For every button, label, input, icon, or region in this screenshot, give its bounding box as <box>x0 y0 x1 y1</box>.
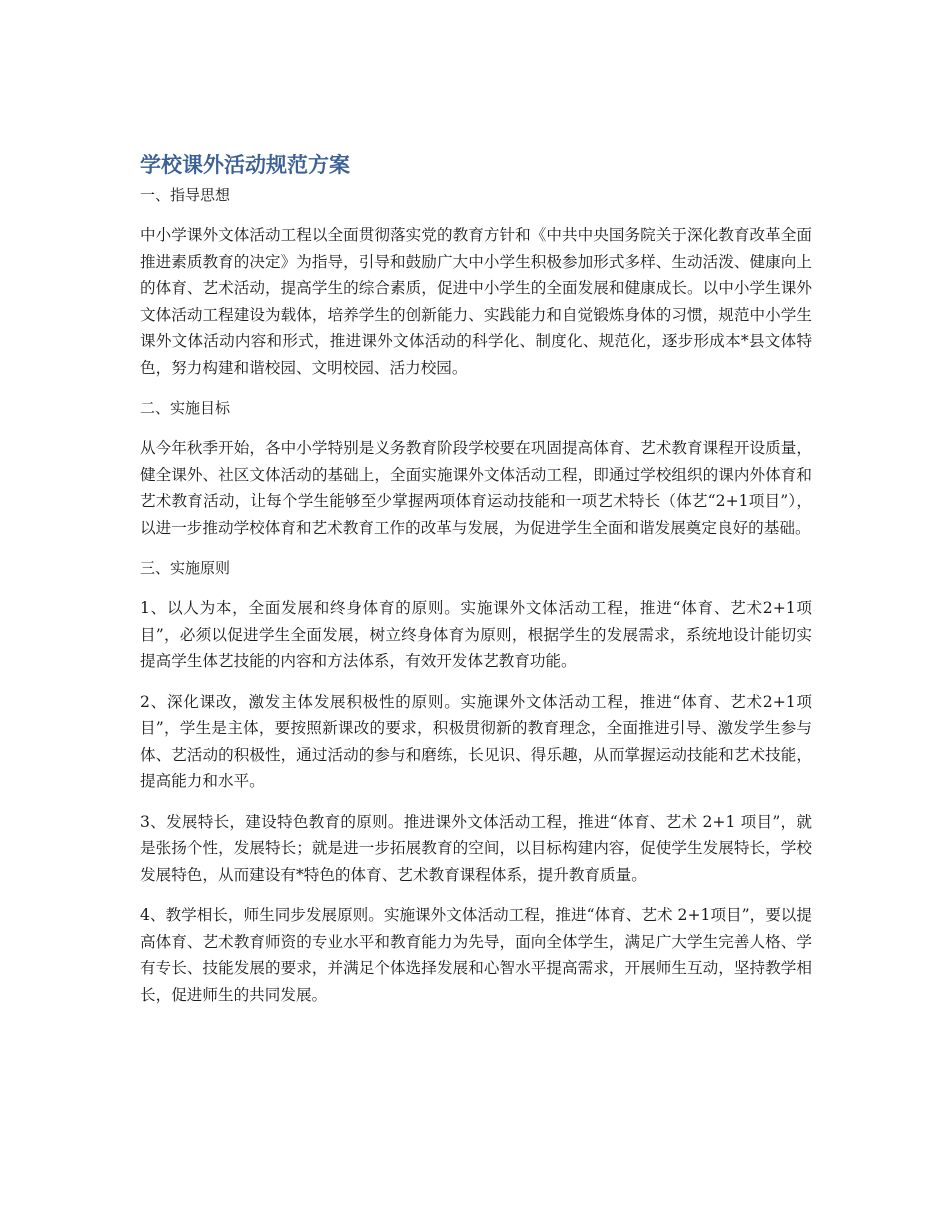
paragraph-goals: 从今年秋季开始，各中小学特别是义务教育阶段学校要在巩固提高体育、艺术教育课程开设质量，健全课外、社区文体活动的基础上，全面实施课外文体活动工程，即通过学校组织的课内外体育和艺术教育活动，让每个学生能够至少掌握两项体育运动技能和一项艺术特长（体艺“2+1项目”），以进一步推动学校体育和艺术教育工作的改革与发展，为促进学生全面和谐发展奠定良好的基础。 <box>140 439 812 537</box>
paragraph-principle-3: 3、发展特长，建设特色教育的原则。推进课外文体活动工程，推进“体育、艺术 2+1 项目”，就是张扬个性，发展特长；就是进一步拓展教育的空间，以目标构建内容，促使学生发展特长，学校发展特色，从而建设有*特色的体育、艺术教育课程体系，提升教育质量。 <box>140 812 812 884</box>
paragraph-principle-4: 4、教学相长，师生同步发展原则。实施课外文体活动工程，推进“体育、艺术 2+1项目”，要以提高体育、艺术教育师资的专业水平和教育能力为先导，面向全体学生，满足广大学生完善人格、学有专长、技能发展的要求，并满足个体选择发展和心智水平提高需求，开展师生互动，坚持教学相长，促进师生的共同发展。 <box>140 906 812 1004</box>
document-page <box>140 150 812 1022</box>
section-heading-guiding-thought: 一、指导思想 <box>140 186 231 204</box>
section-heading-principles: 三、实施原则 <box>140 559 231 577</box>
paragraph-principle-2: 2、深化课改，激发主体发展积极性的原则。实施课外文体活动工程，推进“体育、艺术2+1项目”，学生是主体，要按照新课改的要求，积极贯彻新的教育理念，全面推进引导、激发学生参与体、艺活动的积极性，通过活动的参与和磨练，长见识、得乐趣，从而掌握运动技能和艺术技能，提高能力和水平。 <box>140 692 812 790</box>
paragraph-principle-1: 1、以人为本，全面发展和终身体育的原则。实施课外文体活动工程，推进“体育、艺术2+1项目”，必须以促进学生全面发展，树立终身体育为原则，根据学生的发展需求，系统地设计能切实提高学生体艺技能的内容和方法体系，有效开发体艺教育功能。 <box>140 599 812 670</box>
section-heading-goals: 二、实施目标 <box>140 399 231 417</box>
document-title: 学校课外活动规范方案 <box>140 153 350 177</box>
paragraph-guiding-thought: 中小学课外文体活动工程以全面贯彻落实党的教育方针和《中共中央国务院关于深化教育改革全面推进素质教育的决定》为指导，引导和鼓励广大中小学生积极参加形式多样、生动活泼、健康向上的体育、艺术活动，提高学生的综合素质，促进中小学生的全面发展和健康成长。以中小学生课外文体活动工程建设为载体，培养学生的创新能力、实践能力和自觉锻炼身体的习惯，规范中小学生课外文体活动内容和形式，推进课外文体活动的科学化、制度化、规范化，逐步形成本*县文体特色，努力构建和谐校园、文明校园、活力校园。 <box>140 226 812 377</box>
